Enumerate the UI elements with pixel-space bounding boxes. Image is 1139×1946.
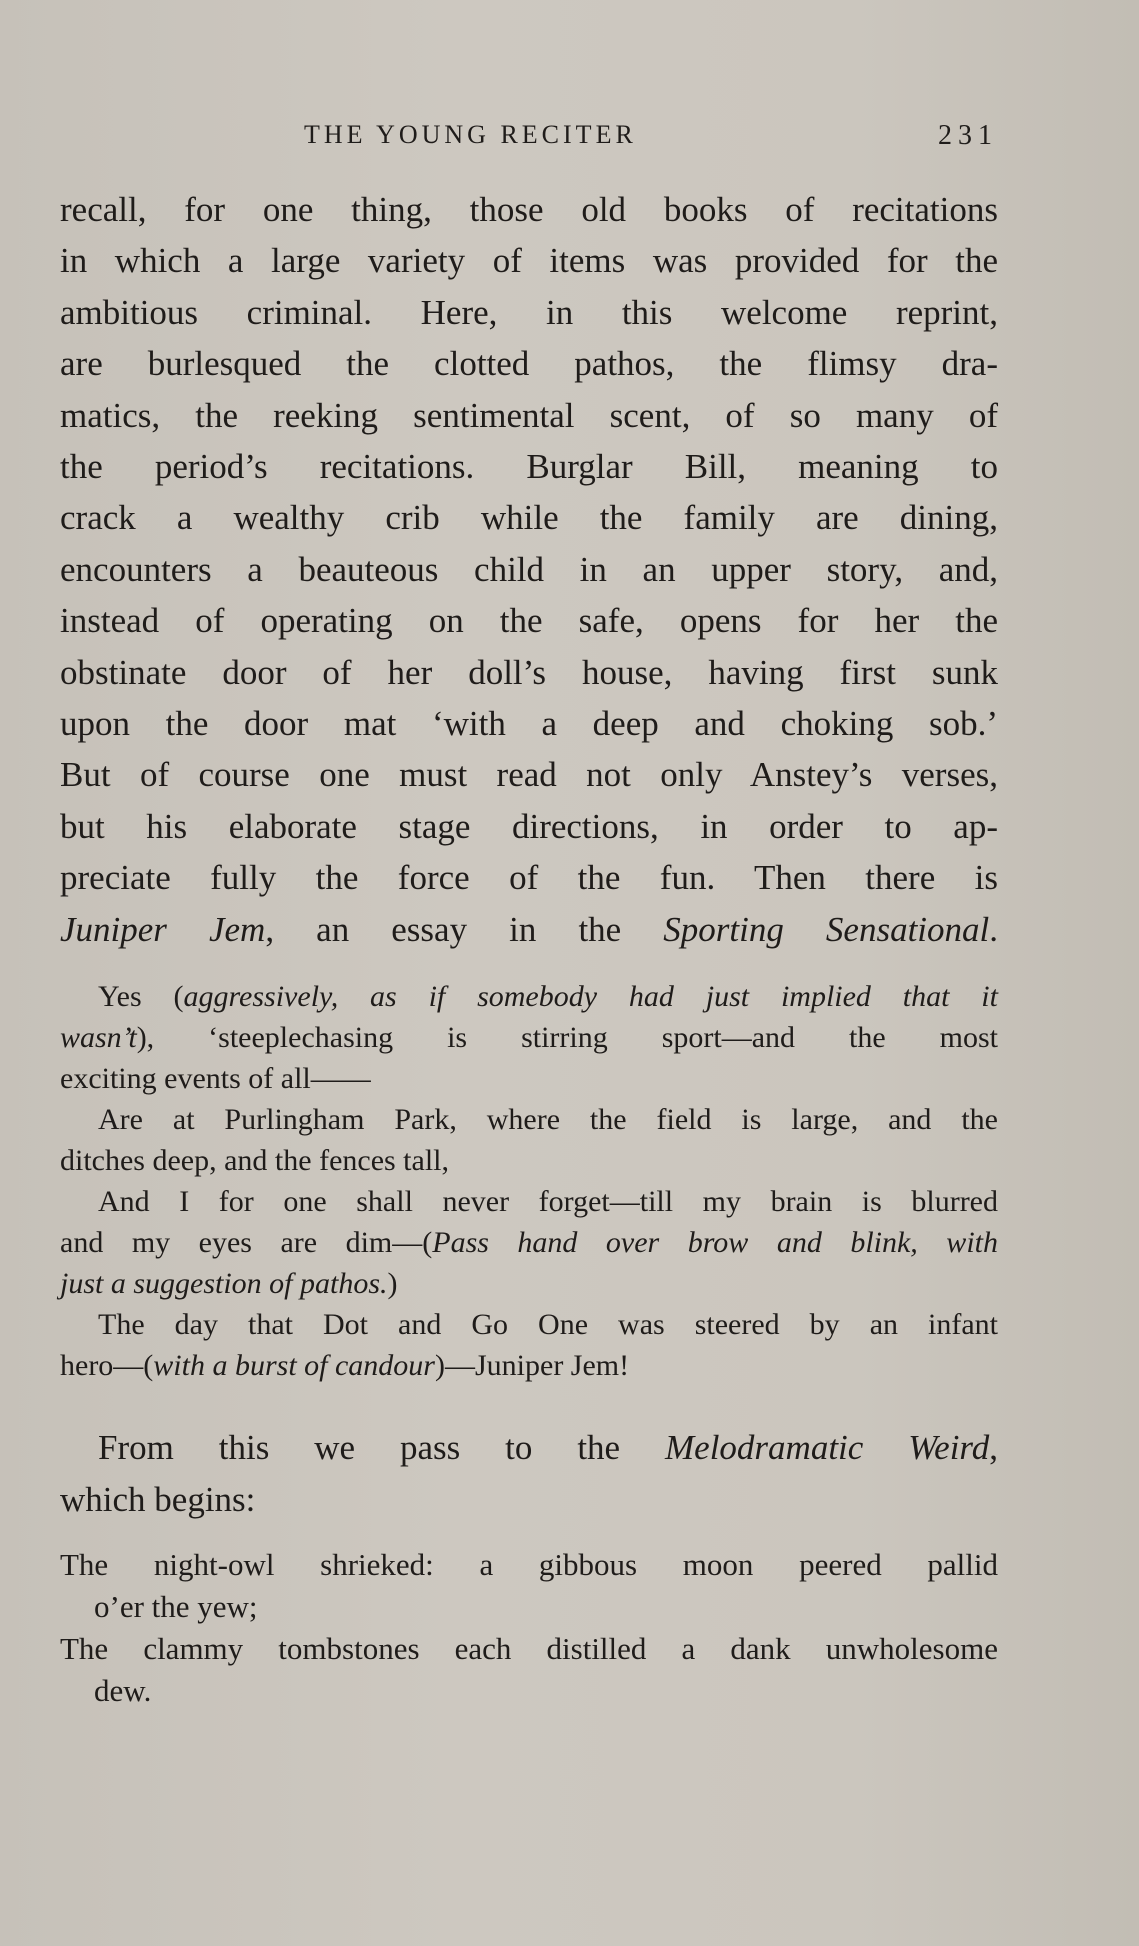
verse-line: dew. (94, 1673, 152, 1708)
title-melodramatic-weird: Melodramatic Weird (665, 1428, 990, 1467)
text-line (60, 1345, 998, 1386)
quoted-recitation (60, 976, 998, 1386)
text-line: ditches deep, and the fences tall, (60, 1144, 450, 1177)
text-line (60, 1222, 998, 1263)
text-line: which begins: (60, 1480, 256, 1519)
page-number: 231 (938, 120, 998, 151)
text-line-last (60, 904, 998, 955)
running-head (60, 120, 998, 160)
title-juniper-jem: Juniper Jem (60, 909, 266, 949)
verse-quote (60, 1544, 998, 1712)
text-line (60, 1422, 998, 1474)
text-line: Are at Purlingham Park, where the field is large, and the (98, 1103, 998, 1136)
running-title: THE YOUNG RECITER (304, 120, 637, 149)
text-line: exciting events of all—— (60, 1062, 371, 1095)
text-fragment: ) (387, 1267, 398, 1300)
paragraph-2 (60, 1422, 998, 1526)
quote-stanza-3 (60, 1181, 998, 1304)
text-line: in which a large variety of items was provided for the (60, 241, 998, 281)
verse-line: The night-owl shrieked: a gibbous moon peered pallid (60, 1547, 998, 1582)
verse-line: o’er the yew; (94, 1589, 258, 1624)
text-line (60, 1263, 998, 1304)
text-line: encounters a beauteous child in an upper story, and, (60, 549, 998, 589)
text-fragment: , an essay in the (265, 909, 664, 949)
text-fragment: )—Juniper Jem! (435, 1349, 630, 1382)
paragraph-1 (60, 184, 998, 955)
text-line: are burlesqued the clotted pathos, the flimsy dra- (60, 344, 998, 384)
text-line: instead of operating on the safe, opens for her the (60, 601, 998, 641)
verse-line: The clammy tombstones each distilled a dank unwholesome (60, 1631, 998, 1666)
text-fragment: Yes ( (98, 980, 184, 1013)
stage-direction: wasn’t (60, 1021, 137, 1054)
quote-stanza-1 (60, 976, 998, 1099)
text-line: matics, the reeking sentimental scent, of so many of (60, 395, 998, 435)
stage-direction: Pass hand over brow and blink, with (432, 1226, 998, 1259)
text-line (60, 1017, 998, 1058)
text-line: upon the door mat ‘with a deep and choking sob.’ (60, 704, 998, 744)
text-line: ambitious criminal. Here, in this welcome reprint, (60, 292, 998, 332)
text-line: the period’s recitations. Burglar Bill, meaning to (60, 447, 998, 487)
stage-direction: aggressively, as if somebody had just implied that it (183, 980, 998, 1013)
stage-direction: just a suggestion of pathos. (60, 1267, 388, 1300)
text-fragment: and my eyes are dim—( (60, 1226, 433, 1259)
text-fragment: hero—( (60, 1349, 154, 1382)
title-sporting-sensational: Sporting Sensational (663, 909, 990, 949)
text-line: crack a wealthy crib while the family are dining, (60, 498, 998, 538)
text-line: preciate fully the force of the fun. Then there is (60, 858, 998, 898)
quote-stanza-2 (60, 1099, 998, 1181)
text-line: And I for one shall never forget—till my brain is blurred (98, 1185, 998, 1218)
text-line: but his elaborate stage directions, in order to ap- (60, 806, 998, 846)
quote-stanza-4 (60, 1304, 998, 1386)
text-line: obstinate door of her doll’s house, having first sunk (60, 652, 998, 692)
text-fragment: , (989, 1428, 999, 1467)
text-line: recall, for one thing, those old books of recitations (60, 190, 998, 229)
text-line: But of course one must read not only Anstey’s verses, (60, 755, 998, 795)
text-fragment: . (989, 909, 998, 949)
text-fragment: ), ‘steeplechasing is stirring sport—and the most (136, 1021, 998, 1054)
text-line: The day that Dot and Go One was steered by an infant (98, 1308, 998, 1341)
stage-direction: with a burst of candour (153, 1349, 435, 1382)
text-fragment: From this we pass to the (98, 1428, 666, 1467)
text-line (60, 976, 998, 1017)
